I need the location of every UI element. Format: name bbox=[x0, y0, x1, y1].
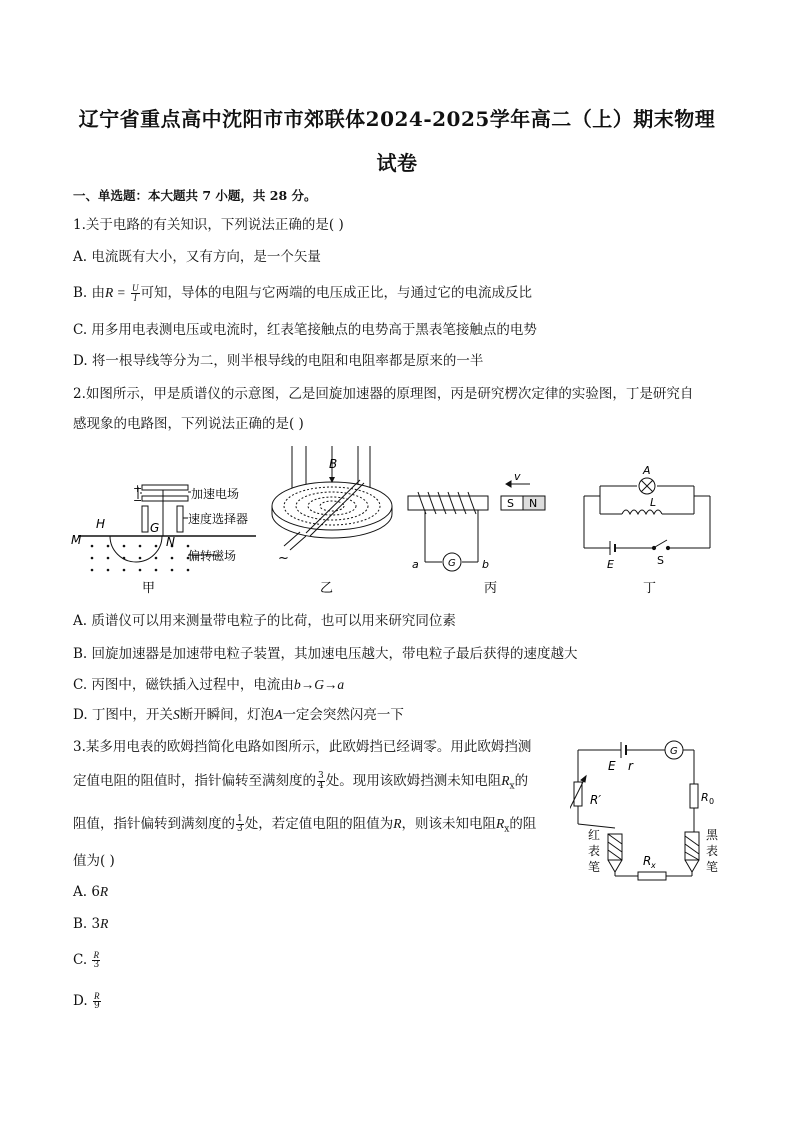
q1-b-text: 可知，导体的电阻与它两端的电压成正比，与通过它的电流成反比 bbox=[140, 285, 533, 301]
q1-stem: 1.关于电路的有关知识，下列说法正确的是( ) bbox=[73, 217, 344, 233]
q3-option-a bbox=[73, 883, 108, 901]
q2-option-c bbox=[73, 676, 344, 694]
bing-S-pole: S bbox=[507, 497, 514, 510]
bing-a: a bbox=[412, 558, 419, 571]
q3-d-num: R bbox=[94, 991, 100, 1001]
q3-b-text: B. 3 bbox=[73, 916, 101, 932]
ding-caption: 丁 bbox=[643, 581, 657, 596]
q3-l2-end: 的 bbox=[514, 773, 529, 789]
q3-l2-den: 4 bbox=[318, 781, 324, 791]
q3-c-den: 3 bbox=[93, 960, 100, 970]
q3-l2-num: 3 bbox=[318, 771, 324, 781]
yi-tilde: ~ bbox=[278, 551, 289, 566]
q2-figure bbox=[70, 440, 720, 600]
q2-d-post: 一定会突然闪亮一下 bbox=[282, 707, 404, 723]
q3-l2-Rx: R bbox=[501, 773, 510, 788]
q3-l3-end: 的阻 bbox=[509, 816, 537, 832]
ding-E: E bbox=[607, 558, 614, 571]
q1-option-a: A. 电流既有大小，又有方向，是一个矢量 bbox=[73, 249, 321, 265]
q2-option-d bbox=[73, 706, 404, 724]
q3-l3-den: 3 bbox=[237, 824, 243, 834]
q3-l3-R: R bbox=[393, 816, 402, 831]
q2-d-pre: D. 丁图中，开关 bbox=[73, 707, 173, 723]
bing-G: G bbox=[448, 558, 456, 569]
q3-d-fraction bbox=[93, 992, 101, 1011]
q2-c-path: b→G→a bbox=[293, 677, 345, 692]
figure-bing bbox=[408, 481, 545, 571]
q3-l2-Rx-sub: x bbox=[509, 781, 515, 792]
q3-option-b bbox=[73, 915, 108, 933]
q3-option-c bbox=[73, 951, 101, 970]
q3-c-fraction bbox=[92, 951, 100, 970]
ohm-r: r bbox=[628, 759, 633, 773]
q1-option-c: C. 用多用电表测电压或电流时，红表笔接触点的电势高于黑表笔接触点的电势 bbox=[73, 322, 537, 338]
ohm-G: G bbox=[670, 746, 678, 757]
ding-A: A bbox=[643, 464, 651, 477]
q3-d-text: D. bbox=[73, 993, 88, 1009]
q3-l3-pre: 阻值，指针偏转到满刻度的 bbox=[73, 816, 235, 832]
q3-a-R: R bbox=[99, 884, 109, 899]
q3-stem-line2 bbox=[73, 772, 528, 796]
label-deflect-field: 偏转磁场 bbox=[188, 549, 237, 563]
jia-caption: 甲 bbox=[142, 581, 156, 596]
ding-L: L bbox=[650, 496, 657, 509]
q2-stem-line2: 感现象的电路图，下列说法正确的是( ) bbox=[73, 416, 304, 432]
q2-option-b: B. 回旋加速器是加速带电粒子装置，其加速电压越大，带电粒子最后获得的速度越大 bbox=[73, 646, 578, 662]
q3-stem-line1: 3.某多用电表的欧姆挡简化电路如图所示，此欧姆挡已经调零。用此欧姆挡测 bbox=[73, 739, 532, 755]
q3-l3-Rx-sub: x bbox=[504, 824, 510, 835]
ohm-red-3: 笔 bbox=[588, 860, 601, 874]
q3-l2-pre: 定值电阻的阻值时，指针偏转至满刻度的 bbox=[73, 773, 316, 789]
q1-option-d: D. 将一根导线等分为二，则半根导线的电阻和电阻率都是原来的一半 bbox=[73, 353, 484, 369]
jia-H: H bbox=[96, 517, 106, 531]
page-title-line2: 试卷 bbox=[376, 151, 418, 175]
q3-ohmmeter-figure bbox=[570, 732, 730, 887]
q2-d-A: A bbox=[274, 707, 283, 722]
label-accel-field: 加速电场 bbox=[191, 487, 240, 501]
yi-caption: 乙 bbox=[320, 581, 334, 596]
ohm-Rx: R bbox=[643, 854, 652, 868]
q2-option-a: A. 质谱仪可以用来测量带电粒子的比荷，也可以用来研究同位素 bbox=[73, 613, 456, 629]
q2-c-text: C. 丙图中，磁铁插入过程中，电流由 bbox=[73, 677, 294, 693]
q2-d-mid: 断开瞬间，灯泡 bbox=[179, 707, 275, 723]
ohm-red-1: 红 bbox=[588, 828, 601, 842]
q3-l3-Rx: R bbox=[495, 816, 505, 831]
q1-b-prefix: B. 由 bbox=[73, 285, 106, 301]
bing-N-pole: N bbox=[529, 497, 538, 510]
bing-b: b bbox=[482, 558, 489, 571]
ohm-E: E bbox=[608, 759, 616, 773]
q3-l3-num: 1 bbox=[237, 814, 243, 824]
q3-l2-fraction bbox=[317, 772, 325, 791]
ohm-Rx-sub: x bbox=[651, 861, 656, 870]
q2-d-S: S bbox=[172, 707, 180, 722]
q3-l3-fraction bbox=[236, 815, 244, 834]
ohm-red-2: 表 bbox=[588, 844, 601, 858]
ohm-R0: R bbox=[701, 791, 709, 804]
q3-d-den: 9 bbox=[93, 1001, 100, 1011]
q1-option-b bbox=[73, 284, 532, 303]
jia-M: M bbox=[71, 533, 82, 547]
q3-a-text: A. 6 bbox=[73, 884, 100, 900]
jia-N: N bbox=[166, 535, 175, 549]
q1-b-formula: R = bbox=[105, 285, 126, 300]
section-heading: 一、单选题：本大题共 7 小题，共 28 分。 bbox=[73, 188, 317, 203]
q1-b-num: U bbox=[132, 283, 139, 293]
q3-c-text: C. bbox=[73, 952, 88, 968]
q2-stem-line1: 2.如图所示，甲是质谱仪的示意图，乙是回旋加速器的原理图，丙是研究楞次定律的实验图，丁是研究自 bbox=[73, 386, 694, 402]
ohm-black-3: 笔 bbox=[706, 860, 719, 874]
bing-caption: 丙 bbox=[484, 581, 498, 596]
ding-S: S bbox=[657, 554, 664, 567]
label-velocity-selector: 速度选择器 bbox=[188, 512, 249, 526]
q3-stem-line3 bbox=[73, 815, 536, 839]
bing-v: v bbox=[514, 470, 521, 483]
q3-l3-mid2: ，则该未知电阻 bbox=[401, 816, 496, 832]
q1-b-den: I bbox=[133, 293, 137, 303]
q3-l2-post: 处。现用该欧姆挡测未知电阻 bbox=[325, 773, 502, 789]
q3-l3-mid: 处，若定值电阻的阻值为 bbox=[244, 816, 394, 832]
q3-option-d bbox=[73, 992, 102, 1011]
q3-b-R: R bbox=[100, 916, 109, 931]
jia-plus: + bbox=[133, 482, 143, 495]
ohm-black-2: 表 bbox=[706, 844, 719, 858]
page-title-line1: 辽宁省重点高中沈阳市市郊联体2024-2025学年高二（上）期末物理 bbox=[78, 107, 716, 131]
figure-ding bbox=[584, 478, 710, 555]
yi-B: B bbox=[329, 457, 338, 471]
ohm-black-1: 黑 bbox=[706, 828, 719, 842]
q3-stem-line4: 值为( ) bbox=[73, 853, 115, 869]
ohm-Rprime: R′ bbox=[590, 793, 602, 807]
q1-b-fraction bbox=[131, 284, 140, 303]
q3-c-num: R bbox=[93, 950, 100, 960]
jia-minus: − bbox=[133, 494, 143, 507]
jia-G: G bbox=[150, 521, 160, 535]
ohm-R0-sub: 0 bbox=[709, 797, 715, 806]
